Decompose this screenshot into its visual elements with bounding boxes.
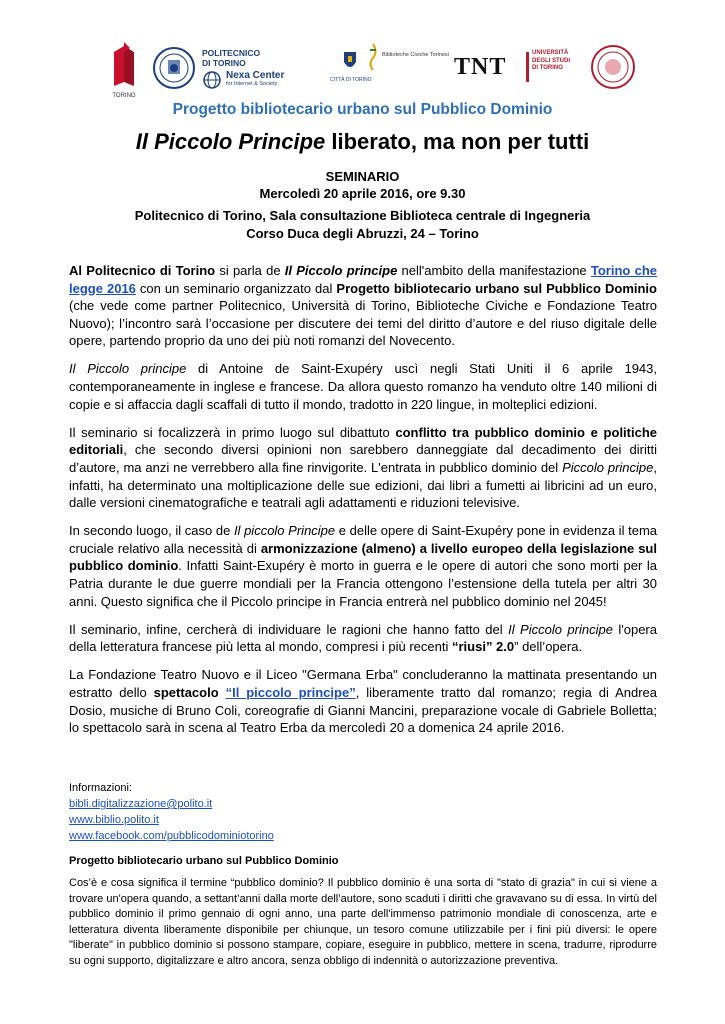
unito-logo: UNIVERSITÀ DEGLI STUDI DI TORINO [526,48,584,92]
venue-info [0,207,725,242]
paragraph-4: In secondo luogo, il caso de Il piccolo Principe e delle opere di Saint-Exupéry pone in evidenza il tema cruciale relativo alla necessità di armonizzazione (almeno) a livello europeo della legislazione sul pubblico dominio. Infatti Saint-Exupéry è morto in guerra e le opere di autori che sono morti per la Patria durante le due guerre mondiali per la Francia ottengono l’estensione della tutela per altri 30 anni. Questo significa che il Piccolo principe in Francia entrerà nel pubblico dominio nel 2045! [69,523,658,609]
biblioteche-civiche-logo: Biblioteche Civiche Torinesi [366,42,456,86]
seminar-label: SEMINARIO [325,169,400,184]
facebook-link[interactable]: www.facebook.com/pubblicodominiotorino [69,830,274,842]
project-box-title: Progetto bibliotecario urbano sul Pubblico Dominio [69,855,339,867]
partner-logos [96,40,636,104]
project-box-text: Cos’è e cosa significa il termine “pubblico dominio? Il pubblico dominio è una sorta di "stato di grazia" in cui si viene a trovare un'opera quando, a settant’anni dalla morte dell’autore, sono scaduti i diritti che gravavano su di essa. In virtù del pubblico dominio il primo gennaio di ogni anno, una parte dell'immenso patrimonio mondiale di conoscenza, arte e letteratura diventa liberamente disponibile per chiunque, un tesoro comune utilizzabile per i fini più diversi: le opere "liberate" in pubblico dominio si possono stampare, copiare, eseguire in pubblico, mettere in scena, tradurre, riprodurre su ogni supporto, digitalizzare e altro ancora, senza obbligo di indennità o autorizzazione preventiva. [69,877,657,967]
paragraph-1: Al Politecnico di Torino si parla de Il Piccolo principe nell'ambito della manifestazione Torino che legge 2016 con un seminario organizzato dal Progetto bibliotecario urbano sul Pubblico Dominio (che vede come partner Politecnico, Università di Torino, Biblioteche Civiche e Fondazione Teatro Nuovo); l’incontro sarà l’occasione per discutere dei temi del diritto d’autore e del riuso digitale delle opere, partendo proprio da uno dei più noti romanzi del Novecento. [69,263,657,349]
unito-seal-logo [590,44,636,90]
tnt-logo: TNT [454,54,507,80]
info-label: Informazioni: [69,782,132,794]
venue-line-1: Politecnico di Torino, Sala consultazione Biblioteca centrale di Ingegneria [134,208,591,223]
paragraph-2: Il Piccolo principe di Antoine de Saint-Exupéry uscì negli Stati Uniti il 6 aprile 1943, contemporaneamente in inglese e francese. Da allora questo romanzo ha venduto oltre 140 milioni di copie e si affaccia dagli scaffali di tutto il mondo, tradotto in 220 lingue, in molteplici edizioni. [69,361,658,412]
crest-icon [342,50,358,72]
venue-line-2: Corso Duca degli Abruzzi, 24 – Torino [246,225,479,241]
seminar-date: Mercoledì 20 aprile 2016, ore 9.30 [259,186,466,201]
torino-che-legge-link[interactable]: Torino che legge 2016 [69,263,657,296]
website-link[interactable]: www.biblio.polito.it [69,814,159,826]
paragraph-6: La Fondazione Teatro Nuovo e il Liceo "Germana Erba" concluderanno la mattinata presentando un estratto dello spettacolo “Il piccolo principe”, liberamente tratto dal romanzo; regia di Andrea Dosio, musiche di Bruno Coli, coreografie di Gianni Mancini, preparazione vocale di Gabriele Bolletta; lo spettacolo sarà in scena al Teatro Erba da mercoledì 20 a domenica 24 aprile 2016. [69,667,657,736]
email-link[interactable]: bibli.digitalizzazione@polito.it [69,798,213,810]
torino-book-icon [110,42,138,88]
paragraph-3: Il seminario si focalizzerà in primo luogo sul dibattuto conflitto tra pubblico dominio e politiche editoriali, che secondo diversi opinioni non sarebbero danneggiate dal decadimento dei diritti d’autore, ma anzi ne verrebbero alla fine rinvigorite. L'entrata in pubblico dominio del Piccolo principe, infatti, ha determinato una moltiplicazione delle sue edizioni, dai libri a fumetti ai libricini ad un euro, dalle versioni cinematografiche e teatrali agli adattamenti e riduzioni televisive. [69,424,658,511]
torino-logo-text: TORINO [112,93,136,99]
citta-torino-logo: CITTÀ DI TORINO [330,50,370,94]
torino-logo [110,42,138,100]
nexa-logo: Nexa Center for Internet & Society [202,70,312,94]
contact-info [69,780,274,844]
polito-logo-text: POLITECNICO DI TORINO [202,48,261,68]
nexa-globe-icon [202,70,222,90]
biblio-mark-icon [366,42,380,70]
project-subtitle: Progetto bibliotecario urbano sul Pubblico Dominio [172,101,553,118]
page-title: Il Piccolo Principe liberato, ma non per tutti [135,129,590,154]
article-body [69,262,657,747]
spettacolo-link[interactable]: “Il piccolo principe” [225,684,356,700]
polito-seal-logo [152,46,196,90]
paragraph-5: Il seminario, infine, cercherà di individuare le ragioni che hanno fatto del Il Piccolo principe l'opera della letteratura francese più letta al mondo, compresi i più recenti “riusi” 2.0” dell’opera. [69,621,657,655]
seminar-info [0,168,725,202]
